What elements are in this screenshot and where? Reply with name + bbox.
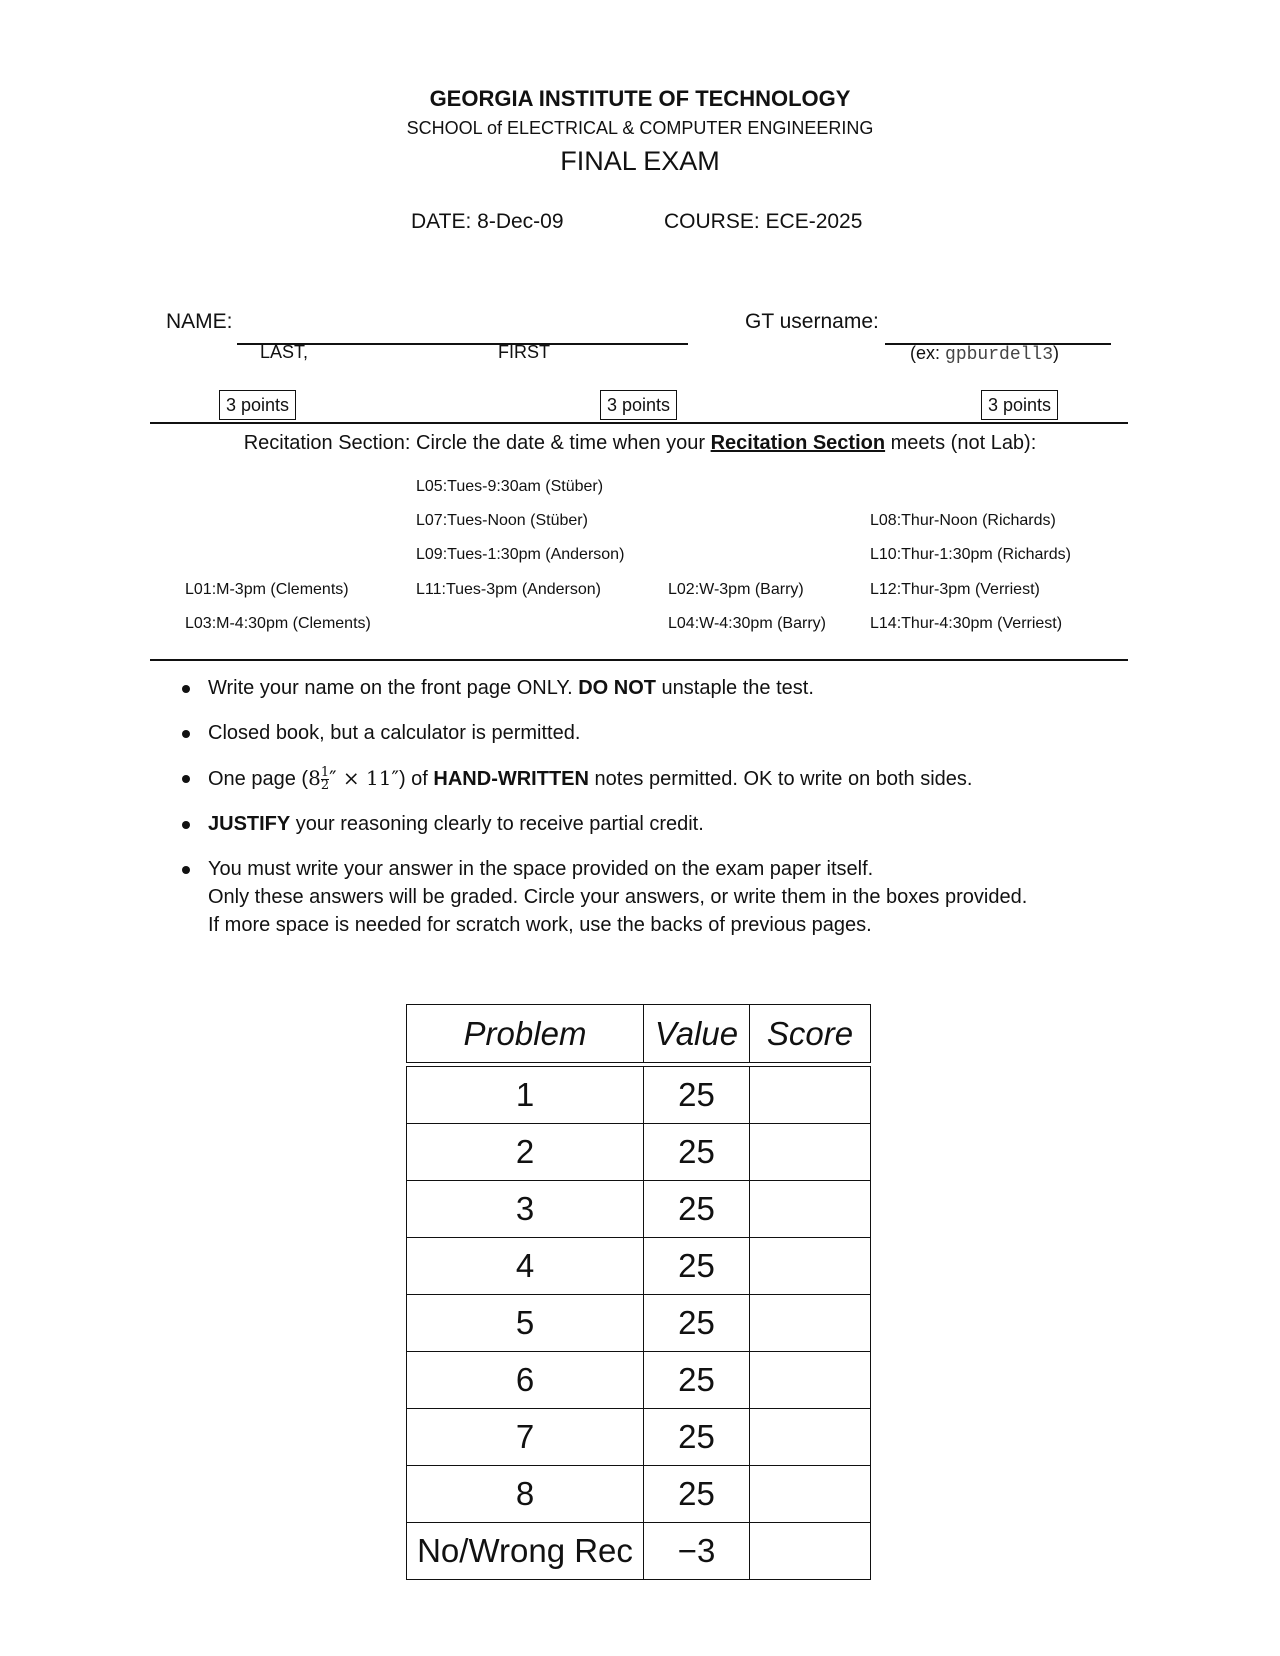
gt-username-label: GT username: bbox=[745, 310, 879, 333]
date-label: DATE: bbox=[411, 210, 472, 233]
recitation-instruction bbox=[0, 432, 1280, 455]
example-suffix: ) bbox=[1053, 343, 1060, 363]
section-L01[interactable]: L01:M-3pm (Clements) bbox=[185, 581, 349, 598]
score-cell[interactable] bbox=[750, 1352, 871, 1409]
problem-cell: 7 bbox=[407, 1409, 644, 1466]
instruction-text: Only these answers will be graded. Circle your answers, or write them in the boxes provided. bbox=[208, 886, 1028, 908]
instructions-list bbox=[182, 674, 1122, 956]
problem-cell: 3 bbox=[407, 1181, 644, 1238]
value-cell: 25 bbox=[644, 1238, 750, 1295]
value-cell: 25 bbox=[644, 1181, 750, 1238]
table-row bbox=[407, 1295, 871, 1352]
points-box-username: 3 points bbox=[981, 390, 1058, 420]
fraction-numerator: 1 bbox=[320, 765, 330, 781]
table-row bbox=[407, 1523, 871, 1580]
value-cell: −3 bbox=[644, 1523, 750, 1580]
recitation-suffix: meets (not Lab): bbox=[885, 432, 1037, 454]
instruction-text: notes permitted. OK to write on both sides. bbox=[588, 768, 973, 790]
section-L02[interactable]: L02:W-3pm (Barry) bbox=[668, 581, 804, 598]
score-table-header bbox=[407, 1005, 871, 1063]
last-name-label: LAST, bbox=[260, 342, 309, 362]
table-row bbox=[407, 1238, 871, 1295]
gt-username-example bbox=[910, 343, 1059, 365]
bullet-icon bbox=[182, 775, 190, 783]
score-cell[interactable] bbox=[750, 1181, 871, 1238]
score-cell[interactable] bbox=[750, 1124, 871, 1181]
exam-title: FINAL EXAM bbox=[560, 146, 720, 176]
school-title: SCHOOL of ELECTRICAL & COMPUTER ENGINEERING bbox=[406, 118, 874, 138]
bottom-divider bbox=[150, 659, 1128, 661]
score-cell[interactable] bbox=[750, 1409, 871, 1466]
value-cell: 25 bbox=[644, 1352, 750, 1409]
table-row bbox=[407, 1466, 871, 1523]
header-value: Value bbox=[644, 1005, 750, 1063]
problem-cell: 1 bbox=[407, 1067, 644, 1124]
score-cell[interactable] bbox=[750, 1523, 871, 1580]
score-cell[interactable] bbox=[750, 1466, 871, 1523]
instruction-item bbox=[182, 719, 1122, 747]
instruction-text: One page ( bbox=[208, 768, 309, 790]
problem-cell: 5 bbox=[407, 1295, 644, 1352]
section-L03[interactable]: L03:M-4:30pm (Clements) bbox=[185, 615, 371, 632]
instruction-text: Closed book, but a calculator is permitted. bbox=[208, 722, 581, 744]
recitation-prefix: Recitation Section: Circle the date & time when your bbox=[243, 432, 711, 454]
value-cell: 25 bbox=[644, 1295, 750, 1352]
score-table bbox=[406, 1004, 871, 1580]
value-cell: 25 bbox=[644, 1067, 750, 1124]
example-prefix: (ex: bbox=[910, 343, 946, 363]
fraction-whole: 8 bbox=[308, 766, 321, 790]
fraction bbox=[321, 767, 329, 792]
name-label: NAME: bbox=[166, 310, 233, 333]
instruction-item bbox=[182, 855, 1122, 939]
example-username: gpburdell3 bbox=[945, 345, 1054, 365]
instruction-text: ) of bbox=[398, 768, 434, 790]
date-value: 8-Dec-09 bbox=[477, 210, 564, 233]
instruction-text: If more space is needed for scratch work, use the backs of previous pages. bbox=[208, 914, 872, 936]
points-box-recitation: 3 points bbox=[600, 390, 677, 420]
fraction-denominator: 2 bbox=[320, 778, 330, 794]
table-row bbox=[407, 1352, 871, 1409]
score-cell[interactable] bbox=[750, 1238, 871, 1295]
section-L08[interactable]: L08:Thur-Noon (Richards) bbox=[870, 512, 1056, 529]
table-row bbox=[407, 1181, 871, 1238]
bullet-icon bbox=[182, 821, 190, 829]
instruction-emphasis: DO NOT bbox=[578, 677, 656, 699]
score-cell[interactable] bbox=[750, 1295, 871, 1352]
section-L07[interactable]: L07:Tues-Noon (Stüber) bbox=[416, 512, 588, 529]
problem-cell: 8 bbox=[407, 1466, 644, 1523]
first-name-label: FIRST bbox=[498, 342, 550, 362]
table-row bbox=[407, 1124, 871, 1181]
date-field bbox=[411, 210, 564, 234]
instruction-text: your reasoning clearly to receive partial credit. bbox=[290, 813, 704, 835]
problem-cell: 2 bbox=[407, 1124, 644, 1181]
problem-cell: 4 bbox=[407, 1238, 644, 1295]
bullet-icon bbox=[182, 685, 190, 693]
recitation-emphasis: Recitation Section bbox=[710, 432, 886, 454]
score-cell[interactable] bbox=[750, 1067, 871, 1124]
bullet-icon bbox=[182, 730, 190, 738]
institution-title: GEORGIA INSTITUTE OF TECHNOLOGY bbox=[429, 86, 851, 111]
course-field bbox=[664, 210, 862, 234]
section-L10[interactable]: L10:Thur-1:30pm (Richards) bbox=[870, 546, 1071, 563]
instruction-item bbox=[182, 674, 1122, 702]
header-problem: Problem bbox=[407, 1005, 644, 1063]
value-cell: 25 bbox=[644, 1466, 750, 1523]
course-value: ECE-2025 bbox=[765, 210, 863, 233]
section-L09[interactable]: L09:Tues-1:30pm (Anderson) bbox=[416, 546, 625, 563]
instruction-text: Write your name on the front page ONLY. bbox=[208, 677, 579, 699]
section-L12[interactable]: L12:Thur-3pm (Verriest) bbox=[870, 581, 1040, 598]
section-L14[interactable]: L14:Thur-4:30pm (Verriest) bbox=[870, 615, 1063, 632]
section-L04[interactable]: L04:W-4:30pm (Barry) bbox=[668, 615, 826, 632]
instruction-emphasis: HAND-WRITTEN bbox=[433, 768, 589, 790]
section-L11[interactable]: L11:Tues-3pm (Anderson) bbox=[416, 581, 601, 598]
table-row bbox=[407, 1067, 871, 1124]
value-cell: 25 bbox=[644, 1409, 750, 1466]
table-row bbox=[407, 1409, 871, 1466]
course-label: COURSE: bbox=[664, 210, 760, 233]
section-L05[interactable]: L05:Tues-9:30am (Stüber) bbox=[416, 478, 604, 495]
value-cell: 25 bbox=[644, 1124, 750, 1181]
instruction-text: unstaple the test. bbox=[656, 677, 814, 699]
instruction-item bbox=[182, 764, 1122, 793]
instruction-item bbox=[182, 810, 1122, 838]
problem-cell: No/Wrong Rec bbox=[407, 1523, 644, 1580]
instruction-emphasis: JUSTIFY bbox=[208, 813, 291, 835]
header-score: Score bbox=[750, 1005, 871, 1063]
bullet-icon bbox=[182, 866, 190, 874]
points-box-name: 3 points bbox=[219, 390, 296, 420]
problem-cell: 6 bbox=[407, 1352, 644, 1409]
page-dimensions: ″ × 11″ bbox=[329, 766, 399, 790]
top-divider bbox=[150, 422, 1128, 424]
instruction-text: You must write your answer in the space provided on the exam paper itself. bbox=[208, 858, 874, 880]
